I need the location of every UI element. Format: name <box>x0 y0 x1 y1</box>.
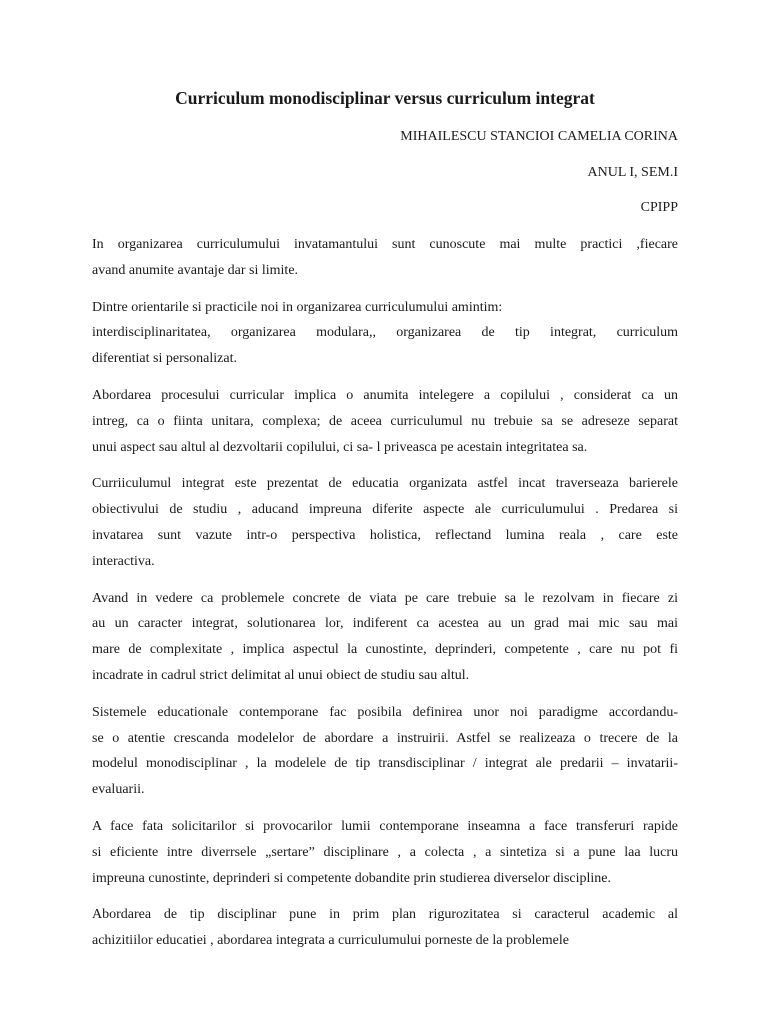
paragraph <box>92 814 678 891</box>
text-line: modelul monodisciplinar , la modelele de tip transdisciplinar / integrat ale predarii – invatarii- <box>92 756 678 772</box>
text-line: obiectivului de studiu , aducand impreuna diferite aspecte ale curriculumului . Predarea si <box>92 502 678 518</box>
text-line: interactiva. <box>92 553 155 569</box>
paragraph <box>92 295 678 372</box>
text-line: incadrate in cadrul strict delimitat al unui obiect de studiu sau altul. <box>92 667 470 683</box>
paragraph <box>92 902 678 954</box>
text-line: mare de complexitate , implica aspectul la cunostinte, deprinderi, competente , care nu pot fi <box>92 642 678 658</box>
text-line: diferentiat si personalizat. <box>92 351 237 367</box>
document-body <box>92 232 678 965</box>
paragraph <box>92 700 678 803</box>
text-line: si eficiente intre diverrsele „sertare” disciplinare , a colecta , a sintetiza si a pune laa lucru <box>92 844 678 860</box>
text-line: Abordarea procesului curricular implica o anumita intelegere a copilului , considerat ca un <box>92 387 678 403</box>
text-line: A face fata solicitarilor si provocarilor lumii contemporane inseamna a face transferuri rapide <box>92 818 678 834</box>
paragraph <box>92 471 678 574</box>
text-line: evaluarii. <box>92 782 145 798</box>
text-line: Dintre orientarile si practicile noi in organizarea curriculumului amintim: <box>92 299 503 315</box>
text-line: invatarea sunt vazute intr-o perspectiva holistica, reflectand lumina reala , care este <box>92 527 678 543</box>
text-line: Avand in vedere ca problemele concrete de viata pe care trebuie sa le rezolvam in fiecare zi <box>92 590 678 606</box>
document-title: Curriculum monodisciplinar versus curriculum integrat <box>175 88 595 108</box>
study-program: CPIPP <box>640 200 678 215</box>
paragraph <box>92 232 678 284</box>
text-line: Sistemele educationale contemporane fac posibila definirea unor noi paradigme accordandu- <box>92 704 678 720</box>
paragraph <box>92 383 678 460</box>
paragraph <box>92 586 678 689</box>
text-line: Abordarea de tip disciplinar pune in prim plan rigurozitatea si caracterul academic al <box>92 907 678 923</box>
study-year: ANUL I, SEM.I <box>587 165 678 180</box>
text-line: impreuna cunostinte, deprinderi si competente dobandite prin studierea diverselor discipline. <box>92 870 612 886</box>
text-line: intreg, ca o fiinta unitara, complexa; de aceea curriculumul nu trebuie sa se adreseze separat <box>92 413 678 429</box>
text-line: au un caracter integrat, solutionarea lor, indiferent ca acestea au un grad mai mic sau mai <box>92 616 678 632</box>
text-line: Curriiculumul integrat este prezentat de educatia organizata astfel incat traverseaza barierele <box>92 476 678 492</box>
document-page <box>92 0 678 1024</box>
text-line: achizitiilor educatiei , abordarea integrata a curriculumului porneste de la problemele <box>92 933 569 949</box>
author-name: MIHAILESCU STANCIOI CAMELIA CORINA <box>400 129 678 144</box>
text-line: se o atentie crescanda modelelor de abordare a instruirii. Astfel se realizeaza o trecere de la <box>92 730 678 746</box>
text-line: unui aspect sau altul al dezvoltarii copilului, ci sa- l priveasca pe acestain integritatea sa. <box>92 439 588 455</box>
text-line: interdisciplinaritatea, organizarea modulara,, organizarea de tip integrat, curriculum <box>92 325 678 341</box>
text-line: avand anumite avantaje dar si limite. <box>92 262 299 278</box>
text-line: In organizarea curriculumului invatamantului sunt cunoscute mai multe practici ,fiecare <box>92 237 678 252</box>
